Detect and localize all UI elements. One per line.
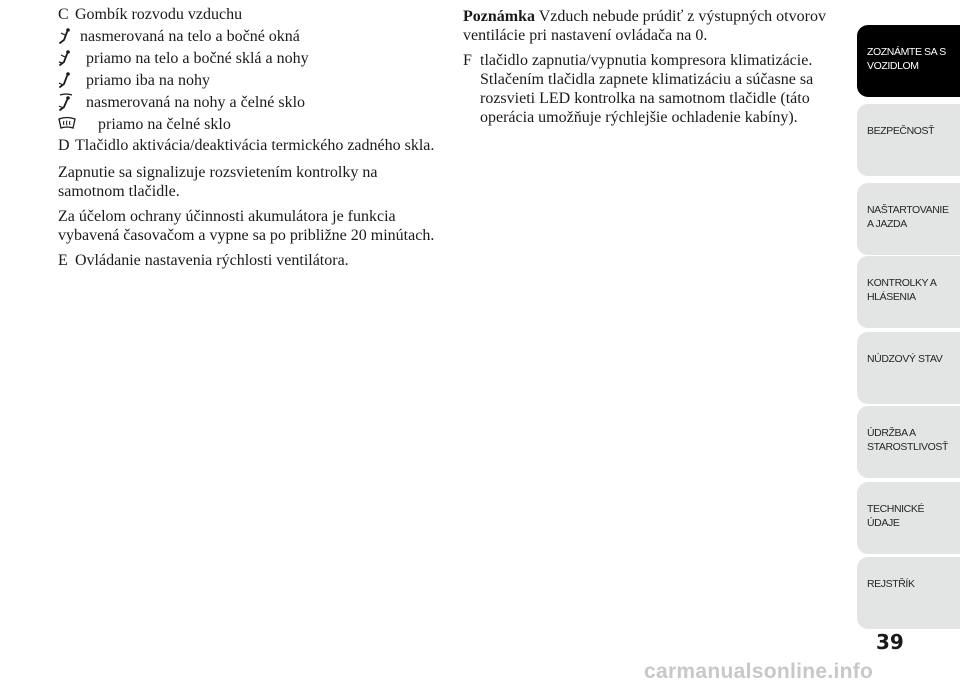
vent-windshield-icon — [58, 115, 76, 133]
watermark: carmanualsonline.info — [644, 660, 874, 683]
tab-label: KONTROLKY A HLÁSENIA — [867, 277, 937, 303]
item-f-letter: F — [463, 52, 472, 69]
item-e-letter: E — [58, 252, 68, 269]
tab-label: NAŠTARTOVANIE A JAZDA — [867, 204, 949, 230]
tab-rejstrik[interactable] — [857, 557, 960, 629]
item-c-text: Gombík rozvodu vzduchu — [75, 6, 243, 23]
paragraph-led: Zapnutie sa signalizuje rozsvietením kontrolky na samotnom tlačidle. — [58, 164, 378, 200]
vent-mode-body-text: nasmerovaná na telo a bočné okná — [80, 28, 300, 45]
tab-kontrolky-a-hlasenia[interactable] — [857, 256, 960, 328]
vent-mode-feet-windshield — [58, 92, 438, 114]
item-e-text: Ovládanie nastavenia rýchlosti ventilátora. — [75, 252, 349, 269]
tab-technicke-udaje[interactable] — [857, 482, 960, 554]
item-f-text: tlačidlo zapnutia/vypnutia kompresora klimatizácie. Stlačením tlačidla zapnete klimatizáciu a súčasne sa rozsvieti LED kontrolka na samotnom tlačidle (táto operácia umožňuje rýchlejšie ochladenie kabíny). — [480, 52, 814, 126]
page-number: 39 — [876, 630, 904, 654]
item-d-letter: D — [58, 137, 70, 154]
tab-label: ZOZNÁMTE SA S VOZIDLOM — [867, 46, 946, 72]
left-column — [58, 5, 438, 270]
vent-feet-windshield-icon — [58, 93, 74, 111]
vent-feet-icon — [58, 71, 74, 89]
vent-list — [58, 26, 438, 136]
vent-mode-feet-windshield-text: nasmerovaná na nohy a čelné sklo — [86, 94, 306, 111]
item-f — [463, 51, 843, 127]
tab-zoznamte-sa-s-vozidlom[interactable] — [857, 25, 960, 97]
item-d-text: Tlačidlo aktivácia/deaktivácia termického zadného skla. — [75, 137, 435, 154]
vent-mode-body-feet-text: priamo na telo a bočné sklá a nohy — [86, 50, 309, 67]
tab-label: TECHNICKÉ ÚDAJE — [867, 503, 925, 529]
vent-body-feet-icon — [58, 49, 74, 67]
tab-udrzba-a-starostlivost[interactable] — [857, 406, 960, 478]
note-title: Poznámka — [463, 8, 535, 25]
tab-label: ÚDRŽBA A STAROSTLIVOSŤ — [867, 427, 948, 453]
tab-label: NÚDZOVÝ STAV — [867, 353, 943, 365]
tab-label: REJSTŘÍK — [867, 578, 915, 590]
vent-mode-feet-text: priamo iba na nohy — [86, 72, 210, 89]
item-d — [58, 136, 438, 155]
note-text: Vzduch nebude prúdiť z výstupných otvorov ventilácie pri nastavení ovládača na 0. — [463, 8, 826, 44]
item-c-letter: C — [58, 6, 69, 23]
vent-mode-feet — [58, 70, 438, 92]
tab-label: BEZPEČNOSŤ — [867, 125, 935, 137]
tab-bezpecnost[interactable] — [857, 104, 960, 176]
right-column — [463, 7, 843, 127]
note — [463, 7, 843, 45]
paragraph-timer: Za účelom ochrany účinnosti akumulátora je funkcia vybavená časovačom a vypne sa po približne 20 minútach. — [58, 208, 435, 244]
vent-mode-body-feet — [58, 48, 438, 70]
tab-nudzovy-stav[interactable] — [857, 332, 960, 404]
tab-nastartovanie-a-jazda[interactable] — [857, 183, 960, 255]
vent-mode-body — [58, 26, 438, 48]
vent-mode-windshield — [58, 114, 438, 136]
item-e — [58, 251, 438, 270]
item-c — [58, 5, 438, 24]
vent-mode-windshield-text: priamo na čelné sklo — [98, 116, 231, 133]
vent-body-icon — [58, 27, 74, 45]
